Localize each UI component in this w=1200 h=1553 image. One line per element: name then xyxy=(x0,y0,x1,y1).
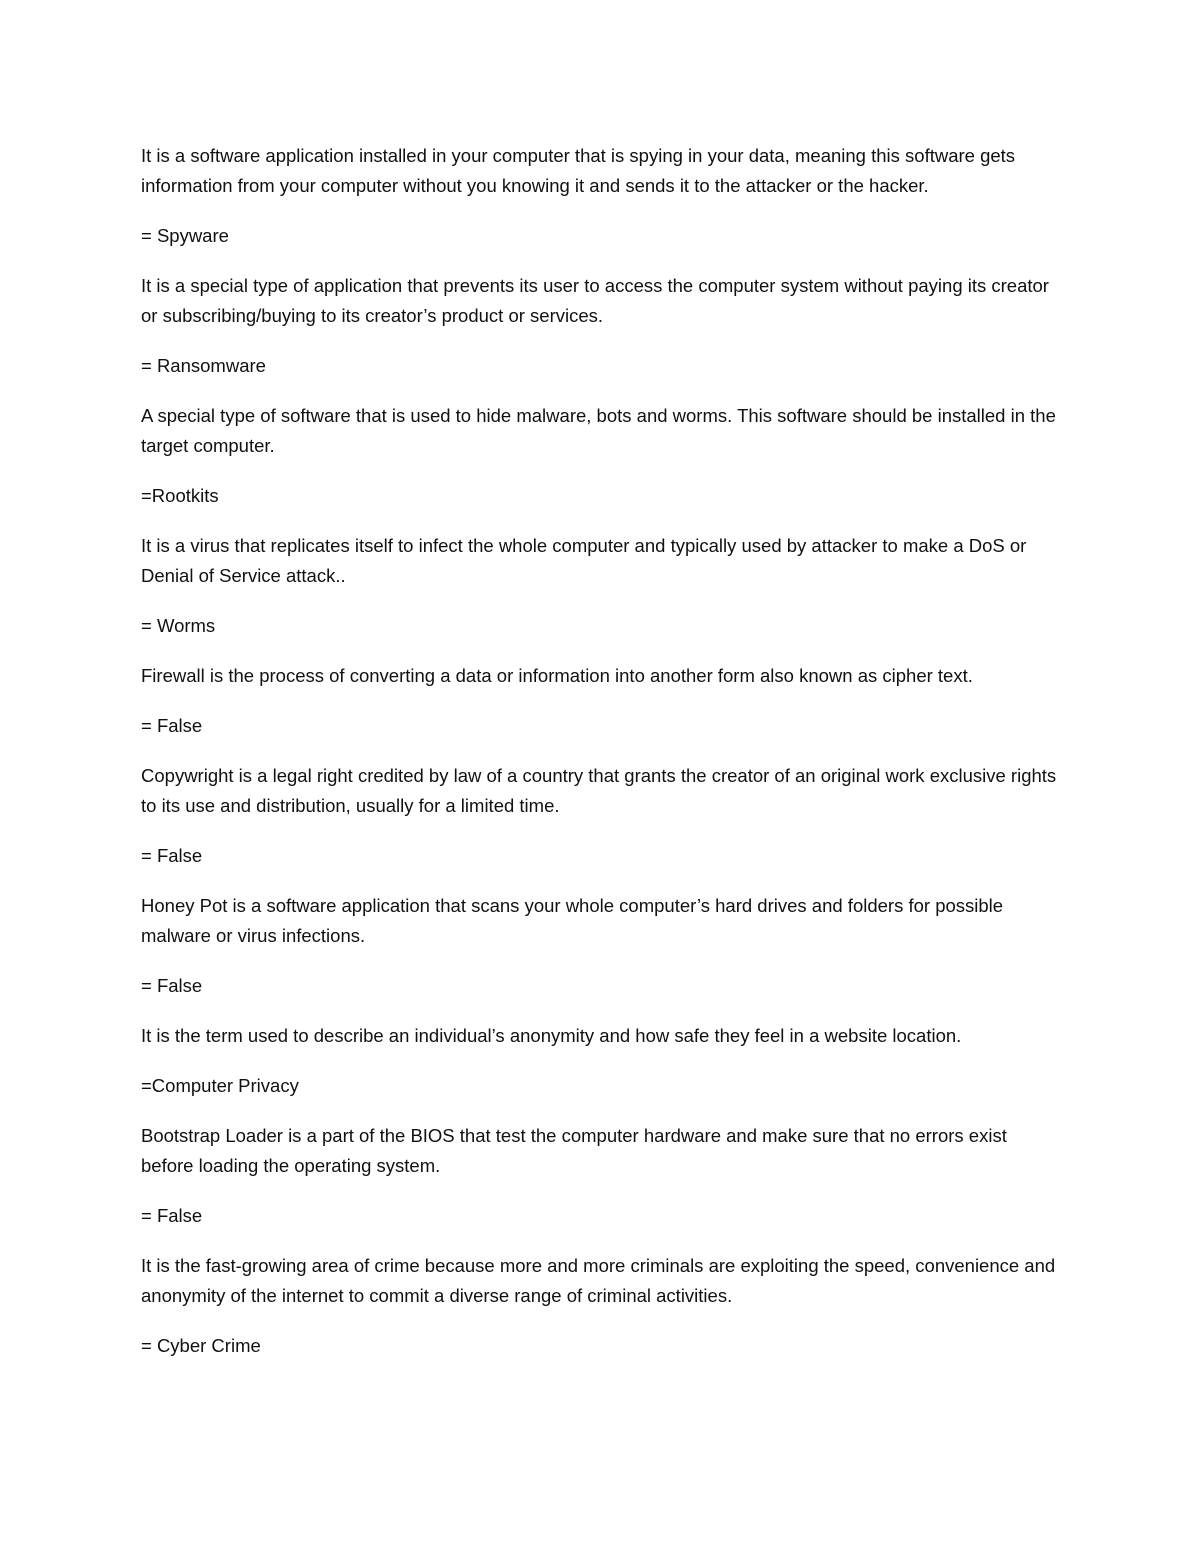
question-text: Firewall is the process of converting a data or information into another form also known as cipher text. xyxy=(141,665,973,686)
qa-item xyxy=(141,661,1061,761)
answer-text: = False xyxy=(141,845,203,866)
qa-item xyxy=(141,1021,1061,1121)
document-body xyxy=(141,141,1061,1381)
qa-item xyxy=(141,271,1061,401)
question-text: It is the term used to describe an individual’s anonymity and how safe they feel in a website location. xyxy=(141,1025,962,1046)
answer-text: =Rootkits xyxy=(141,485,219,506)
question-text: It is a virus that replicates itself to infect the whole computer and typically used by attacker to make a DoS or Denial of Service attack.. xyxy=(141,535,1027,586)
question-text: It is the fast-growing area of crime because more and more criminals are exploiting the speed, convenience and anonymity of the internet to commit a diverse range of criminal activities. xyxy=(141,1255,1056,1306)
answer-text: = Cyber Crime xyxy=(141,1335,261,1356)
qa-item xyxy=(141,141,1061,271)
question-text: It is a special type of application that prevents its user to access the computer system without paying its creator or subscribing/buying to its creator’s product or services. xyxy=(141,275,1049,326)
answer-text: =Computer Privacy xyxy=(141,1075,299,1096)
answer-text: = False xyxy=(141,1205,203,1226)
qa-item xyxy=(141,1121,1061,1251)
qa-item xyxy=(141,891,1061,1021)
question-text: Copywright is a legal right credited by law of a country that grants the creator of an original work exclusive rights to its use and distribution, usually for a limited time. xyxy=(141,765,1057,816)
qa-item xyxy=(141,761,1061,891)
question-text: Bootstrap Loader is a part of the BIOS that test the computer hardware and make sure that no errors exist before loading the operating system. xyxy=(141,1125,1007,1176)
answer-text: = Worms xyxy=(141,615,216,636)
qa-item xyxy=(141,401,1061,531)
qa-item xyxy=(141,531,1061,661)
question-text: A special type of software that is used to hide malware, bots and worms. This software should be installed in the target computer. xyxy=(141,405,1056,456)
answer-text: = False xyxy=(141,975,203,996)
question-text: It is a software application installed in your computer that is spying in your data, meaning this software gets information from your computer without you knowing it and sends it to the attacker or the hacker. xyxy=(141,145,1016,196)
answer-text: = False xyxy=(141,715,203,736)
question-text: Honey Pot is a software application that scans your whole computer’s hard drives and folders for possible malware or virus infections. xyxy=(141,895,1004,946)
answer-text: = Ransomware xyxy=(141,355,266,376)
qa-item xyxy=(141,1251,1061,1381)
answer-text: = Spyware xyxy=(141,225,229,246)
